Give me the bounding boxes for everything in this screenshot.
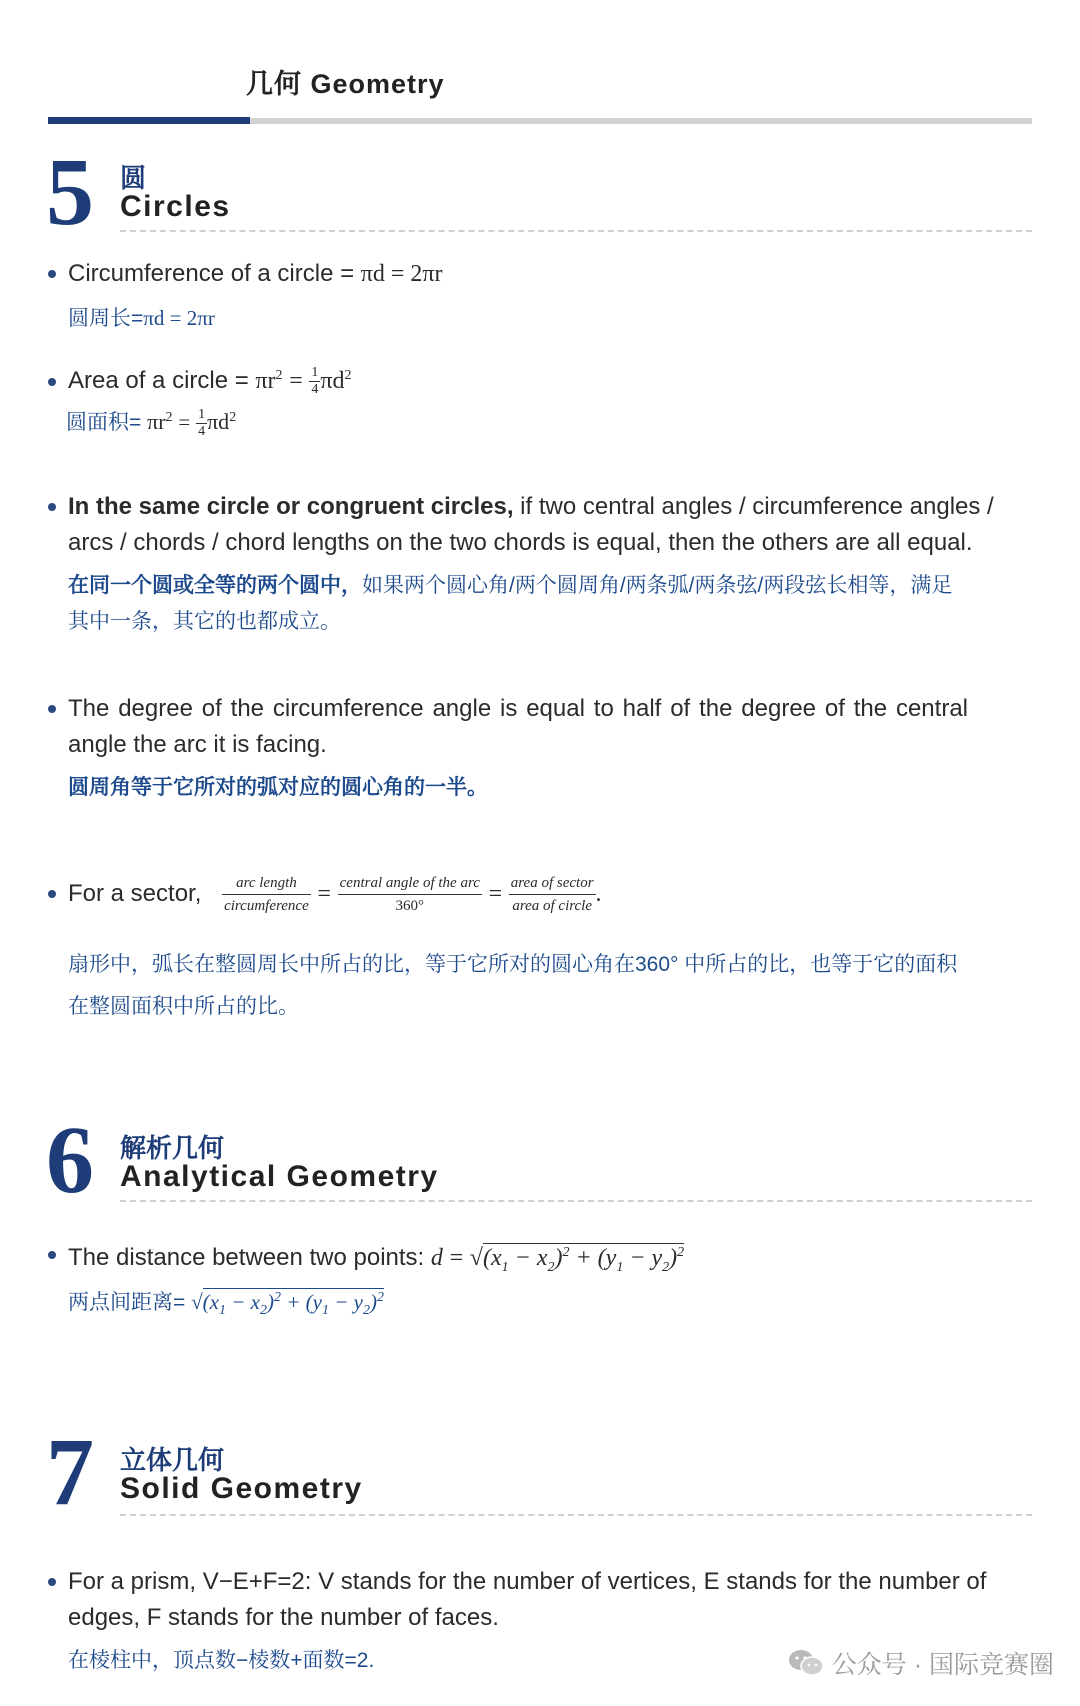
fraction: $\frac{1}{4}$ bbox=[311, 365, 319, 398]
list-item-congruent bbox=[68, 489, 998, 561]
section-title-en: Circles bbox=[120, 190, 231, 223]
list-item-circumference-angle-cn: 圆周角等于它所对的弧对应的圆心角的一半。 bbox=[68, 776, 488, 799]
item-formula: V−E+F=2 bbox=[202, 1568, 305, 1595]
section-title-cn: 解析几何 bbox=[120, 1133, 225, 1163]
watermark bbox=[787, 1645, 1054, 1685]
formula: πd = 2πr bbox=[143, 306, 215, 330]
fraction-angle: $\frac{\text{central angle of the arc}}{360^\circ}$ bbox=[338, 872, 482, 917]
item-lead: In the same circle or congruent circles, bbox=[68, 493, 514, 520]
section-title-en: Solid Geometry bbox=[120, 1472, 363, 1505]
section-divider bbox=[120, 1514, 1032, 1516]
item-label: The distance between two points: bbox=[68, 1244, 431, 1271]
section-title-cn: 圆 bbox=[120, 163, 147, 193]
item-label: For a sector, bbox=[68, 879, 202, 907]
distance-formula: $(x_1 - x_2)^2 + (y_1 - y_2)^2$ bbox=[482, 1245, 685, 1275]
section-divider bbox=[120, 230, 1032, 232]
list-item-area: Area of a circle = $\pi r^2$ = $\frac{1}{4}$ $\pi d^2$ bbox=[68, 365, 352, 398]
list-item-circumference bbox=[68, 256, 443, 292]
list-item-sector-cn: 扇形中，弧长在整圆周长中所占的比，等于它所对的圆心角在360° 中所占的比，也等于它的面积在整圆面积中所占的比。 bbox=[68, 953, 958, 1018]
item-lead: For a prism, bbox=[68, 1568, 203, 1595]
bullet bbox=[48, 1251, 56, 1259]
bullet bbox=[48, 270, 56, 278]
bullet bbox=[48, 503, 56, 511]
list-item-circumference-angle: The degree of the circumference angle is equal to half of the degree of the central angle the arc it is facing. bbox=[68, 695, 968, 758]
page-title: 几何 Geometry bbox=[246, 69, 445, 99]
list-item-prism bbox=[68, 1564, 988, 1636]
fraction-area: $\frac{\text{area of sector}}{\text{area of circle}}$ bbox=[509, 872, 596, 917]
fraction: $\frac{1}{4}$ bbox=[198, 406, 206, 439]
fraction-arc: $\frac{\text{arc length}}{\text{circumference}}$ bbox=[222, 872, 311, 917]
list-item-area-cn: 圆面积= $\pi r^2$ = $\frac{1}{4}$ $\pi d^2$ bbox=[66, 406, 237, 439]
list-item-congruent-cn bbox=[68, 568, 968, 640]
list-item-distance: The distance between two points: $d = √(x_1 - x_2)^2 + (y_1 - y_2)^2$ bbox=[68, 1244, 685, 1275]
item-body-cn: 如果两个圆心角/两个圆周角/两条弧/两条弦/两段弦长相等，满足其中一条，其它的也都成立。 bbox=[68, 574, 953, 633]
header-bar bbox=[250, 118, 1032, 124]
header-bar-accent bbox=[48, 117, 250, 124]
section-number: 6 bbox=[46, 1106, 94, 1213]
list-item-circumference-cn bbox=[68, 300, 215, 337]
item-label-cn: 圆周长= bbox=[68, 307, 144, 330]
distance-formula: $(x_1 - x_2)^2 + (y_1 - y_2)^2$ bbox=[202, 1290, 384, 1319]
bullet bbox=[48, 890, 56, 898]
section-title-en: Analytical Geometry bbox=[120, 1160, 439, 1193]
item-body: if two central angles / circumference angles / arcs / chords / chord lengths on the two chords is equal, then the others are all equal. bbox=[68, 493, 994, 556]
item-lead-cn: 在同一个圆或全等的两个圆中， bbox=[68, 574, 362, 597]
list-item-prism-cn: 在棱柱中，顶点数−棱数+面数=2. bbox=[68, 1649, 375, 1672]
item-label: Circumference of a circle = bbox=[68, 260, 361, 287]
item-label-cn: 圆面积= bbox=[66, 411, 148, 434]
bullet bbox=[48, 378, 56, 386]
bullet bbox=[48, 705, 56, 713]
section-number: 7 bbox=[46, 1418, 94, 1525]
section-number: 5 bbox=[46, 138, 94, 245]
list-item-sector: For a sector, $\frac{\text{arc length}}{\text{circumference}}$ = $\frac{\text{central angle of the arc}}{360^\circ}$ = $\frac{\text{area of sector}}{\text{area of circle}}$ . bbox=[68, 872, 602, 917]
watermark-text: 公众号 · 国际竞赛圈 bbox=[831, 1651, 1054, 1679]
item-label-cn: 两点间距离= bbox=[68, 1291, 186, 1314]
section-divider bbox=[120, 1200, 1032, 1202]
list-item-distance-cn: 两点间距离= $√(x_1 - x_2)^2 + (y_1 - y_2)^2$ bbox=[68, 1290, 384, 1319]
item-label: Area of a circle = bbox=[68, 367, 256, 394]
formula: πd = 2πr bbox=[360, 261, 443, 287]
formula-a: πr bbox=[255, 368, 276, 394]
formula-b: πd bbox=[320, 368, 345, 394]
bullet bbox=[48, 1578, 56, 1586]
wechat-icon bbox=[787, 1648, 825, 1685]
section-title-cn: 立体几何 bbox=[120, 1445, 225, 1475]
item-body: : V stands for the number of vertices, E stands for the number of edges, F stands for the number of faces. bbox=[68, 1568, 987, 1631]
